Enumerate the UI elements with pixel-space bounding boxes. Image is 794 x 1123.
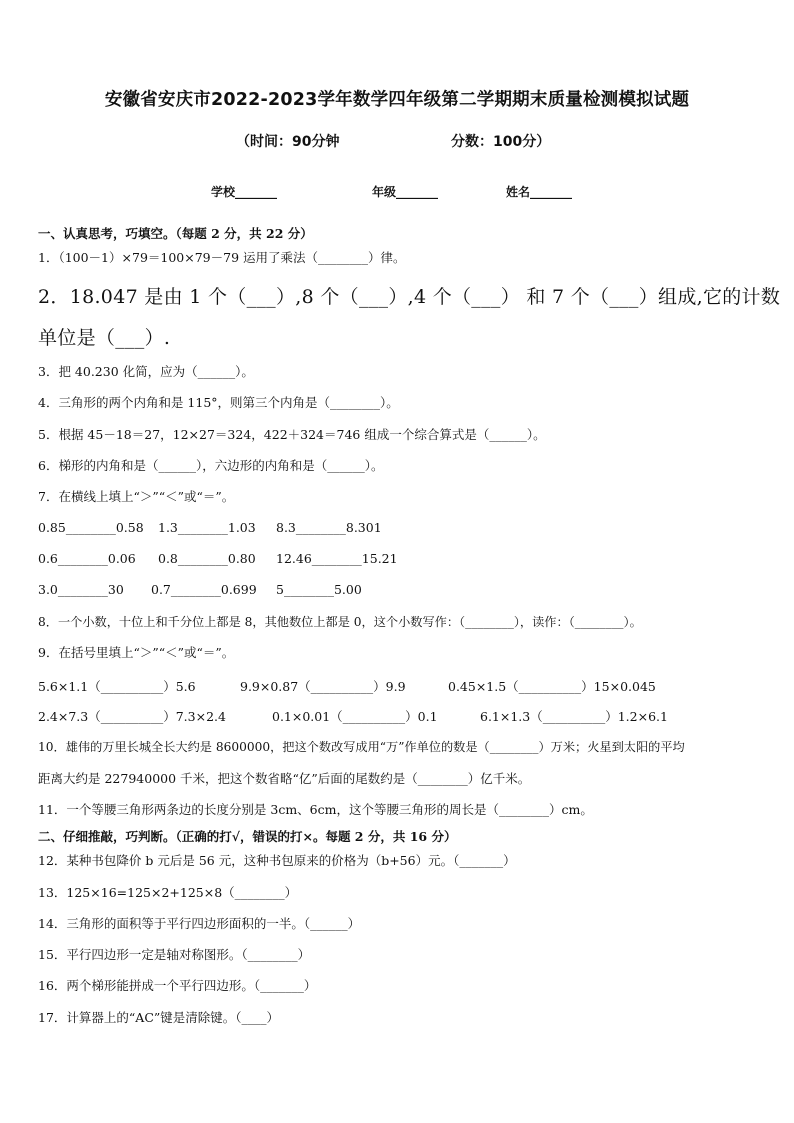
question-10-line-2: 距离大约是 227940000 千米，把这个数省略“亿”后面的尾数约是（________）亿千米。 [38, 771, 531, 786]
question-14: 14．三角形的面积等于平行四边形面积的一半。（______） [38, 916, 361, 931]
q9-item: 5.6×1.1（__________）5.6 [38, 679, 196, 694]
exam-time: （时间：90分钟 [236, 134, 340, 150]
q9-item: 2.4×7.3（__________）7.3×2.4 [38, 709, 226, 724]
question-10-line-1: 10．雄伟的万里长城全长大约是 8600000，把这个数改写成用“万”作单位的数是（________）万米；火星到太阳的平均 [38, 740, 685, 754]
exam-title: 安徽省安庆市2022-2023学年数学四年级第二学期期末质量检测模拟试题 [104, 90, 690, 110]
question-17: 17．计算器上的“AC”键是清除键。（____） [38, 1010, 280, 1025]
question-2-line-1: 2．18.047 是由 1 个（___）,8 个（___）,4 个（___） 和 7 个（___）组成,它的计数 [38, 286, 781, 308]
question-4: 4．三角形的两个内角和是 115°，则第三个内角是（________）。 [38, 395, 399, 410]
question-3: 3．把 40.230 化简，应为（______）。 [38, 364, 254, 379]
q7-item: 12.46________15.21 [276, 551, 398, 566]
question-11: 11．一个等腰三角形两条边的长度分别是 3cm、6cm，这个等腰三角形的周长是（________）cm。 [38, 802, 593, 817]
exam-score: 分数：100分） [451, 134, 551, 150]
section-1-heading: 一、认真思考，巧填空。（每题 2 分，共 22 分） [38, 226, 313, 241]
q7-item: 1.3________1.03 [158, 520, 256, 535]
q9-item: 0.45×1.5（__________）15×0.045 [448, 679, 656, 694]
question-7: 7．在横线上填上“＞”“＜”或“＝”。 [38, 489, 235, 504]
question-2-line-2: 单位是（___）. [38, 327, 171, 349]
q9-item: 6.1×1.3（__________）1.2×6.1 [480, 709, 668, 724]
question-15: 15．平行四边形一定是轴对称图形。（________） [38, 947, 311, 962]
q9-item: 9.9×0.87（__________）9.9 [240, 679, 406, 694]
question-16: 16．两个梯形能拼成一个平行四边形。（_______） [38, 978, 317, 993]
q7-item: 3.0________30 [38, 582, 124, 597]
school-field: 学校_______ [211, 185, 278, 199]
q7-item: 5________5.00 [276, 582, 362, 597]
q7-item: 0.6________0.06 [38, 551, 136, 566]
q7-item: 0.85________0.58 [38, 520, 144, 535]
q7-item: 8.3________8.301 [276, 520, 382, 535]
question-6: 6．梯形的内角和是（______），六边形的内角和是（______）。 [38, 458, 384, 473]
question-8: 8．一个小数，十位上和千分位上都是 8，其他数位上都是 0，这个小数写作：（________），读作：（________）。 [38, 615, 642, 629]
name-field: 姓名_______ [506, 185, 573, 199]
q7-item: 0.8________0.80 [158, 551, 256, 566]
question-1: 1．（100－1）×79＝100×79－79 运用了乘法（________）律。 [38, 250, 406, 265]
section-2-heading: 二、仔细推敲，巧判断。（正确的打√，错误的打×。每题 2 分，共 16 分） [38, 829, 457, 844]
grade-field: 年级_______ [372, 185, 439, 199]
question-13: 13．125×16=125×2+125×8（________） [38, 885, 298, 900]
question-12: 12．某种书包降价 b 元后是 56 元，这种书包原来的价格为（b+56）元。（_______） [38, 853, 516, 868]
question-5: 5．根据 45－18＝27，12×27＝324，422＋324＝746 组成一个综合算式是（______）。 [38, 427, 546, 442]
q9-item: 0.1×0.01（__________）0.1 [272, 709, 438, 724]
q7-item: 0.7________0.699 [151, 582, 257, 597]
question-9: 9．在括号里填上“＞”“＜”或“＝”。 [38, 645, 235, 660]
